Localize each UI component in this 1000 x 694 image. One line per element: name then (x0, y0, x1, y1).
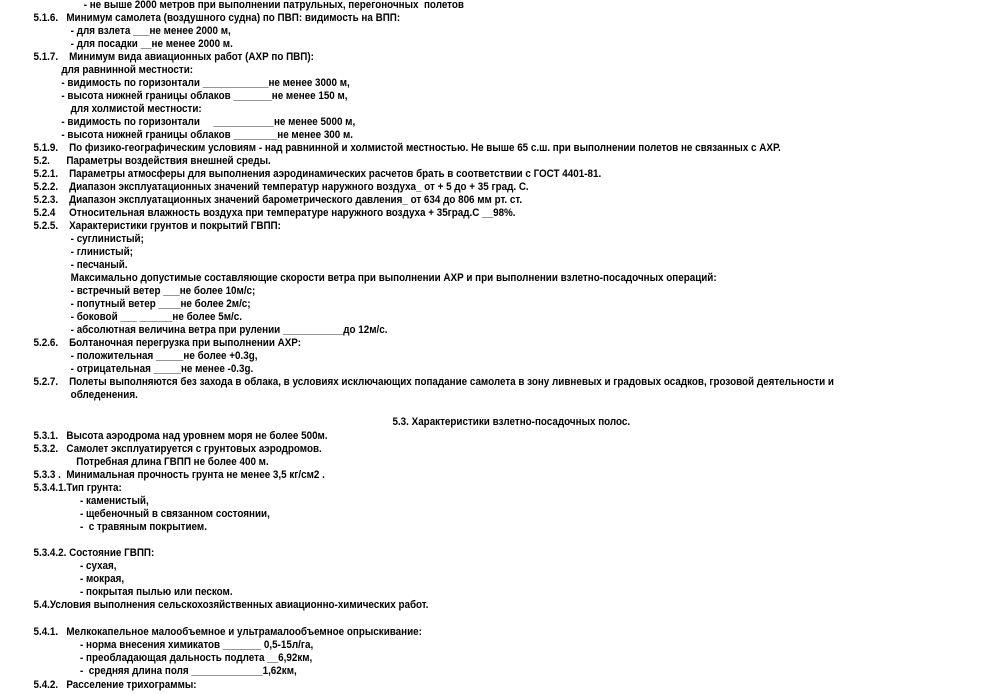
text-line: - для взлета ___не менее 2000 м, (70, 25, 231, 37)
text-line: - видимость по горизонтали ____________не менее 3000 м, (61, 77, 350, 89)
text-line: 5.2.1. Параметры атмосферы для выполнения аэродинамических расчетов брать в соответствии с ГОСТ 4401-81. (33, 168, 602, 180)
text-line: 5.3.3 . Минимальная прочность грунта не менее 3,5 кг/см2 . (33, 469, 325, 481)
text-line: - для посадки __не менее 2000 м. (70, 38, 233, 50)
text-line: 5.2.6. Болтаночная перегрузка при выполнении АХР: (33, 337, 302, 349)
text-line: 5.4.Условия выполнения сельскохозяйственных авиационно-химических работ. (33, 599, 429, 611)
text-line: 5.4.2. Расселение трихограммы: (33, 679, 197, 691)
text-line: - не выше 2000 метров при выполнении патрульных, перегоночных полетов (83, 0, 464, 11)
text-line: 5.2. Параметры воздействия внешней среды. (33, 155, 271, 167)
text-line: 5.1.9. По физико-географическим условиям - над равнинной и холмистой местностью. Не выше 65 с.ш. при выполнении полетов не связанных с АХР. (33, 142, 781, 154)
text-line: Потребная длина ГВПП не более 400 м. (76, 456, 269, 468)
text-line: - глинистый; (70, 246, 133, 258)
text-line: - с травяным покрытием. (79, 521, 207, 533)
text-line: - отрицательная _____не менее -0.3g. (70, 363, 254, 375)
text-line: 5.2.7. Полеты выполняются без захода в облака, в условиях исключающих попадание самолета в зону ливневых и градовых осадков, грозовой деятельности и (33, 376, 834, 388)
text-line: - норма внесения химикатов _______ 0,5-15л/га, (79, 639, 314, 651)
text-line: - высота нижней границы облаков _______не менее 150 м, (61, 90, 348, 102)
text-line: 5.3.4.1.Тип грунта: (33, 482, 122, 494)
text-line: - щебеночный в связанном состоянии, (79, 508, 270, 520)
text-line: - сухая, (79, 560, 117, 572)
text-line: - покрытая пылью или песком. (79, 586, 233, 598)
text-line: 5.2.5. Характеристики грунтов и покрытий ГВПП: (33, 220, 281, 232)
text-line: 5.3.4.2. Состояние ГВПП: (33, 547, 155, 559)
text-line: - преобладающая дальность подлета __6,92км, (79, 652, 313, 664)
text-line: 5.3.1. Высота аэродрома над уровнем моря не более 500м. (33, 430, 328, 442)
text-line: обледенения. (70, 389, 138, 401)
text-line: 5.1.7. Минимум вида авиационных работ (АХР по ПВП): (33, 51, 314, 63)
text-line: - положительная _____не более +0.3g, (70, 350, 258, 362)
text-line: - встречный ветер ___не более 10м/с; (70, 285, 256, 297)
text-line: 5.2.3. Диапазон эксплуатационных значений барометрического давления_ от 634 до 806 мм рт. ст. (33, 194, 523, 206)
text-line: - суглинистый; (70, 233, 144, 245)
text-line: - песчаный. (70, 259, 128, 271)
text-line: 5.2.2. Диапазон эксплуатационных значений температур наружного воздуха_ от + 5 до + 35 град. С. (33, 181, 529, 193)
text-line: для равнинной местности: (61, 64, 194, 76)
text-line: - попутный ветер ____не более 2м/с; (70, 298, 251, 310)
text-line: 5.1.6. Минимум самолета (воздушного судна) по ПВП: видимость на ВПП: (33, 12, 401, 24)
text-line: - средняя длина поля _____________1,62км, (79, 665, 297, 677)
text-line: - высота нижней границы облаков ________не менее 300 м. (61, 129, 354, 141)
text-line: - боковой ___ ______не более 5м/с. (70, 311, 242, 323)
text-line: - абсолютная величина ветра при рулении ___________до 12м/с. (70, 324, 388, 336)
text-line: Максимально допустимые составляющие скорости ветра при выполнении АХР и при выполнении взлетно-посадочных операций: (70, 272, 717, 284)
text-line: 5.3.2. Самолет эксплуатируется с грунтовых аэродромов. (33, 443, 322, 455)
text-line: - мокрая, (79, 573, 125, 585)
text-line: 5.4.1. Мелкокапельное малообъемное и ультрамалообъемное опрыскивание: (33, 626, 422, 638)
text-line: 5.2.4 Относительная влажность воздуха при температуре наружного воздуха + 35град.С __98%. (33, 207, 516, 219)
section-heading: 5.3. Характеристики взлетно-посадочных полос. (392, 416, 631, 428)
text-line: для холмистой местности: (70, 103, 202, 115)
text-line: - видимость по горизонтали ___________не менее 5000 м, (61, 116, 356, 128)
text-line: - каменистый, (79, 495, 149, 507)
